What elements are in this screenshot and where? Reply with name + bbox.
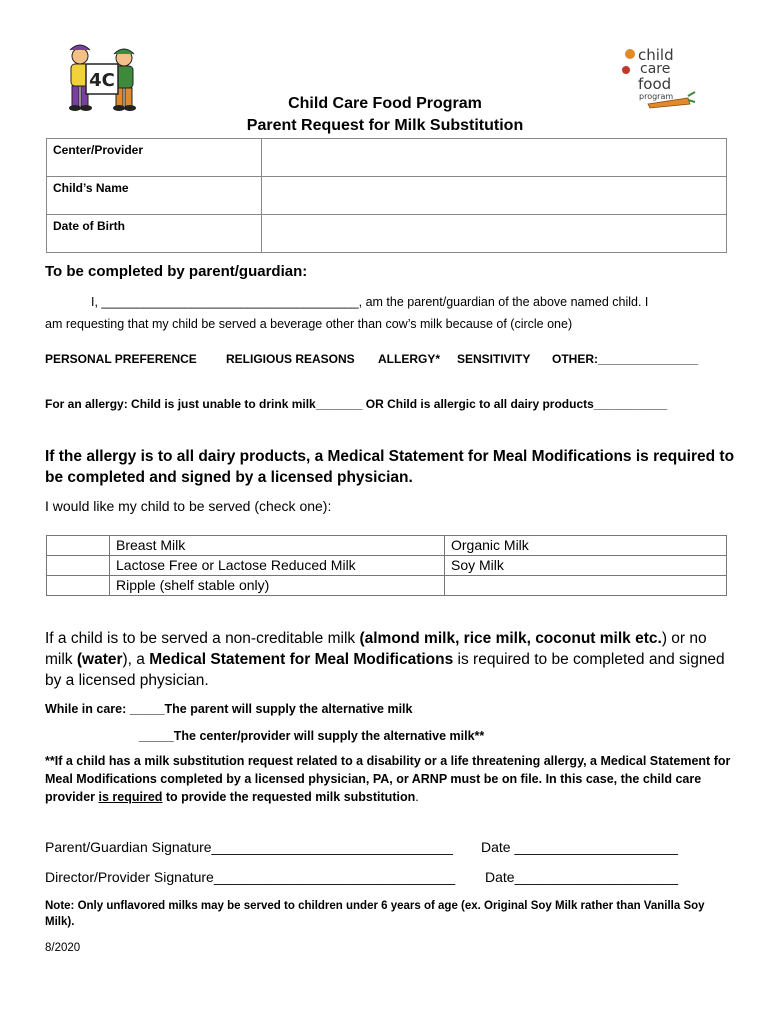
provider-supplies-line: _____The center/provider will supply the alternative milk** [139,729,485,743]
director-signature-label[interactable]: Director/Provider Signature_______________________________ [45,869,456,885]
ripple-checkbox[interactable] [47,576,110,596]
reason-religious[interactable]: RELIGIOUS REASONS [226,352,355,366]
breast-milk-label: Breast Milk [110,536,445,556]
disability-text-1: **If a child has a milk substitution request related to a disability or a life threatening allergy, a Medical Statement for Meal Modifications completed by a licensed physician, PA, or ARNP must be on file. In this case, the child care provider [45,754,731,804]
director-signature-line [45,869,679,885]
date-of-birth-label: Date of Birth [47,215,262,253]
ripple-label: Ripple (shelf stable only) [110,576,445,596]
reason-allergy[interactable]: ALLERGY* [378,352,441,366]
soy-milk-label[interactable]: Soy Milk [445,556,727,576]
reason-other[interactable]: OTHER:_______________ [552,352,699,366]
table-row [47,177,727,215]
parent-supplies-line: While in care: _____The parent will supply the alternative milk [45,702,413,716]
logo-word-food: food [638,75,672,93]
revision-date: 8/2020 [45,942,81,954]
page-title: Child Care Food Program [288,95,482,112]
parent-statement [45,291,730,335]
unflavored-milk-note: Note: Only unflavored milks may be served to children under 6 years of age (ex. Original Soy Milk rather than Vanilla Soy Milk). [45,900,705,928]
non-creditable-milk-statement [45,628,735,691]
lactose-free-checkbox[interactable] [47,556,110,576]
lactose-free-label: Lactose Free or Lactose Reduced Milk [110,556,445,576]
parent-date-label[interactable]: Date _____________________ [481,839,678,855]
disability-period: . [415,790,419,804]
breast-milk-checkbox[interactable] [47,536,110,556]
milk-options-table [46,535,727,596]
noncred-text-7: is required to be completed and signed by a licensed physician. [45,651,725,689]
parent-statement-line2: am requesting that my child be served a beverage other than cow’s milk because of (circle one) [45,317,573,331]
table-row [47,536,727,556]
noncred-text-5: ), a [122,651,150,668]
table-row [47,139,727,177]
disability-requirement-note [45,752,735,806]
table-row [47,576,727,596]
child-name-field[interactable] [262,177,727,215]
noncred-water: (water [76,651,123,668]
noncred-text-1: If a child is to be served a non-creditable milk [45,630,360,647]
parent-signature-label[interactable]: Parent/Guardian Signature_______________________________ [45,839,453,855]
reason-sensitivity[interactable]: SENSITIVITY [457,352,531,366]
logo-4c-text: 4C [89,70,115,91]
dairy-allergy-heading: If the allergy is to all dairy products, a Medical Statement for Meal Modifications is required to be completed and signed by a licensed physician. [45,448,735,486]
logo-word-care: care [640,61,671,77]
check-one-instruction: I would like my child to be served (check one): [45,498,332,514]
center-provider-label: Center/Provider [47,139,262,177]
parent-statement-line1: I, _____________________________________, am the parent/guardian of the above named child. I [91,295,649,309]
child-name-label: Child’s Name [47,177,262,215]
noncred-medical-statement: Medical Statement for Meal Modifications [149,651,454,668]
parent-signature-line [45,839,678,855]
organic-milk-label[interactable]: Organic Milk [445,536,727,556]
noncred-text-3: ) or no milk [45,630,707,668]
empty-option-cell[interactable] [445,576,727,596]
parent-section-heading: To be completed by parent/guardian: [45,263,308,280]
child-info-table [46,138,727,253]
director-date-label[interactable]: Date_____________________ [485,869,679,885]
disability-text-2: to provide the requested milk substitution [162,790,416,804]
table-row [47,215,727,253]
logo-word-program: program [639,92,674,101]
center-provider-field[interactable] [262,139,727,177]
date-of-birth-field[interactable] [262,215,727,253]
noncred-examples: (almond milk, rice milk, coconut milk etc. [359,630,662,647]
is-required-text: is required [98,790,163,804]
allergy-type-line: For an allergy: Child is just unable to drink milk_______ OR Child is allergic to all dairy products___________ [45,397,668,411]
logo-word-child: child [638,46,674,64]
page-subtitle: Parent Request for Milk Substitution [246,117,524,134]
reason-personal-preference[interactable]: PERSONAL PREFERENCE [45,352,197,366]
table-row [47,556,727,576]
